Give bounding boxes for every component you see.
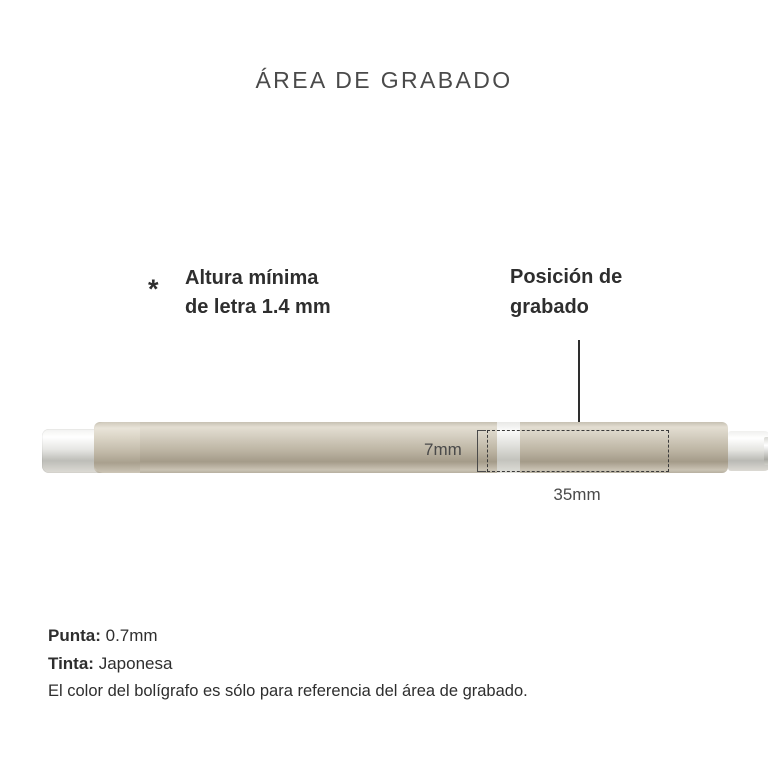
pen-end-tip (764, 437, 768, 465)
spec-tip (48, 622, 738, 650)
page-title: ÁREA DE GRABADO (255, 67, 513, 93)
min-letter-height-line-1: Altura mínima (185, 267, 319, 289)
engrave-position-note (510, 262, 725, 322)
spec-ink-label: Tinta: (48, 653, 94, 673)
min-letter-height-line-2: de letra 1.4 mm (185, 296, 331, 318)
spec-ink (48, 650, 738, 678)
spec-disclaimer: El color del bolígrafo es sólo para referencia del área de grabado. (48, 682, 528, 701)
spec-tip-label: Punta: (48, 626, 101, 645)
dimension-height-label: 7mm (424, 440, 462, 459)
engraving-area-outline (487, 430, 669, 472)
engrave-position-line-1: Posición de (510, 266, 623, 288)
spec-ink-value: Japonesa (98, 653, 173, 673)
asterisk-icon: * (148, 274, 159, 304)
engrave-position-line-2: grabado (510, 296, 589, 318)
height-brace (477, 430, 486, 472)
dimension-width-label: 35mm (553, 485, 601, 504)
pen-barrel-taper (94, 422, 140, 473)
product-specs (48, 622, 738, 705)
min-letter-height-note (185, 264, 415, 322)
spec-tip-value: 0.7mm (105, 626, 158, 645)
pen-cap-right (728, 431, 768, 471)
